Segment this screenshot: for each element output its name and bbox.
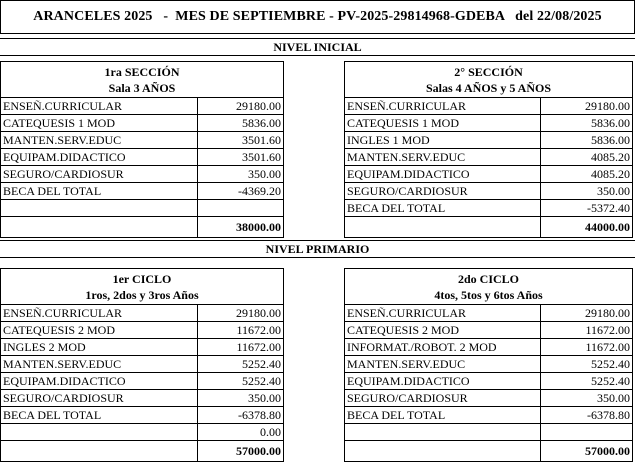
fee-label: BECA DEL TOTAL <box>1 407 198 424</box>
fee-label: MANTEN.SERV.EDUC <box>1 132 198 149</box>
fee-value: 11672.00 <box>198 322 284 339</box>
fee-label <box>1 424 198 441</box>
block-subheading: 4tos, 5tos y 6tos Años <box>434 288 543 302</box>
fee-label: EQUIPAM.DIDACTICO <box>1 149 198 166</box>
table-row <box>345 356 633 373</box>
fee-label: CATEQUESIS 2 MOD <box>1 322 198 339</box>
table-row <box>345 339 633 356</box>
fee-value: 11672.00 <box>541 339 633 356</box>
table-row <box>1 356 284 373</box>
block-heading: 2° SECCIÓN <box>454 65 523 79</box>
fee-value: 350.00 <box>198 166 284 183</box>
table-row <box>1 132 284 149</box>
table-row <box>1 183 284 200</box>
fee-label: ENSEÑ.CURRICULAR <box>345 98 541 115</box>
fee-label: MANTEN.SERV.EDUC <box>345 149 541 166</box>
fee-label: ENSEÑ.CURRICULAR <box>1 98 198 115</box>
fee-table-primario-left <box>0 268 284 462</box>
fee-label: SEGURO/CARDIOSUR <box>345 390 541 407</box>
fee-label: ENSEÑ.CURRICULAR <box>345 305 541 322</box>
table-row <box>1 407 284 424</box>
fee-label: BECA DEL TOTAL <box>345 407 541 424</box>
fee-label: CATEQUESIS 2 MOD <box>345 322 541 339</box>
table-row <box>345 424 633 441</box>
fee-value: 29180.00 <box>198 98 284 115</box>
section-heading-primario: NIVEL PRIMARIO <box>0 240 635 258</box>
fee-label: CATEQUESIS 1 MOD <box>345 115 541 132</box>
fee-value: 11672.00 <box>541 322 633 339</box>
fee-value: 5252.40 <box>198 373 284 390</box>
fee-label <box>1 200 198 217</box>
fee-label: SEGURO/CARDIOSUR <box>345 183 541 200</box>
table-row <box>1 166 284 183</box>
fee-label: INGLES 1 MOD <box>345 132 541 149</box>
fee-value: -6378.80 <box>198 407 284 424</box>
table-row <box>345 132 633 149</box>
total-value: 44000.00 <box>541 217 633 238</box>
fee-value: 5252.40 <box>541 356 633 373</box>
table-row <box>1 98 284 115</box>
table-row <box>345 98 633 115</box>
table-row <box>1 305 284 322</box>
block-subheading: Salas 4 AÑOS y 5 AÑOS <box>425 81 552 95</box>
table-row <box>1 200 284 217</box>
fee-label: BECA DEL TOTAL <box>1 183 198 200</box>
fee-label: BECA DEL TOTAL <box>345 200 541 217</box>
block-heading: 1ra SECCIÓN <box>104 65 180 79</box>
fee-label <box>345 424 541 441</box>
total-value: 57000.00 <box>541 441 633 462</box>
block-heading: 1er CICLO <box>112 272 172 286</box>
fee-label: MANTEN.SERV.EDUC <box>1 356 198 373</box>
fee-value: 4085.20 <box>541 149 633 166</box>
section-heading-inicial: NIVEL INICIAL <box>0 38 635 56</box>
table-row <box>1 390 284 407</box>
fee-label: SEGURO/CARDIOSUR <box>1 390 198 407</box>
fee-label: EQUIPAM.DIDACTICO <box>345 373 541 390</box>
fee-label: ENSEÑ.CURRICULAR <box>1 305 198 322</box>
fee-value: 5836.00 <box>541 132 633 149</box>
table-row <box>345 390 633 407</box>
fee-value: 350.00 <box>541 183 633 200</box>
fee-value: 350.00 <box>541 390 633 407</box>
fee-table-primario-right <box>344 268 633 462</box>
page-title: ARANCELES 2025 - MES DE SEPTIEMBRE - PV-2025-29814968-GDEBA del 22/08/2025 <box>0 0 635 34</box>
fee-value: 5252.40 <box>198 356 284 373</box>
table-row <box>345 373 633 390</box>
table-row <box>1 373 284 390</box>
table-row <box>345 305 633 322</box>
block-subheading: 1ros, 2dos y 3ros Años <box>85 288 199 302</box>
table-row <box>345 407 633 424</box>
fee-label: CATEQUESIS 1 MOD <box>1 115 198 132</box>
fee-value: -6378.80 <box>541 407 633 424</box>
table-row <box>345 322 633 339</box>
table-row <box>345 149 633 166</box>
fee-value: 11672.00 <box>198 339 284 356</box>
table-row <box>1 424 284 441</box>
table-row <box>1 339 284 356</box>
fee-label: INFORMAT./ROBOT. 2 MOD <box>345 339 541 356</box>
fee-label: MANTEN.SERV.EDUC <box>345 356 541 373</box>
fee-value: 0.00 <box>198 424 284 441</box>
fee-label: EQUIPAM.DIDACTICO <box>345 166 541 183</box>
fee-value: -5372.40 <box>541 200 633 217</box>
fee-value: -4369.20 <box>198 183 284 200</box>
fee-value: 3501.60 <box>198 149 284 166</box>
total-value: 38000.00 <box>198 217 284 238</box>
fee-value <box>198 200 284 217</box>
fee-value: 5836.00 <box>541 115 633 132</box>
fee-value: 5252.40 <box>541 373 633 390</box>
table-row <box>345 166 633 183</box>
fee-label: EQUIPAM.DIDACTICO <box>1 373 198 390</box>
block-subheading: Sala 3 AÑOS <box>108 81 176 95</box>
fee-value <box>541 424 633 441</box>
table-row <box>345 115 633 132</box>
block-heading: 2do CICLO <box>458 272 520 286</box>
fee-value: 29180.00 <box>541 305 633 322</box>
fee-table-inicial-left <box>0 61 284 238</box>
fee-value: 350.00 <box>198 390 284 407</box>
table-row <box>1 115 284 132</box>
total-value: 57000.00 <box>198 441 284 462</box>
fee-value: 5836.00 <box>198 115 284 132</box>
fee-value: 29180.00 <box>541 98 633 115</box>
table-row <box>1 149 284 166</box>
table-row <box>345 183 633 200</box>
fee-value: 4085.20 <box>541 166 633 183</box>
fee-label: INGLES 2 MOD <box>1 339 198 356</box>
fee-label: SEGURO/CARDIOSUR <box>1 166 198 183</box>
fee-value: 3501.60 <box>198 132 284 149</box>
fee-table-inicial-right <box>344 61 633 238</box>
fee-value: 29180.00 <box>198 305 284 322</box>
table-row <box>1 322 284 339</box>
table-row <box>345 200 633 217</box>
